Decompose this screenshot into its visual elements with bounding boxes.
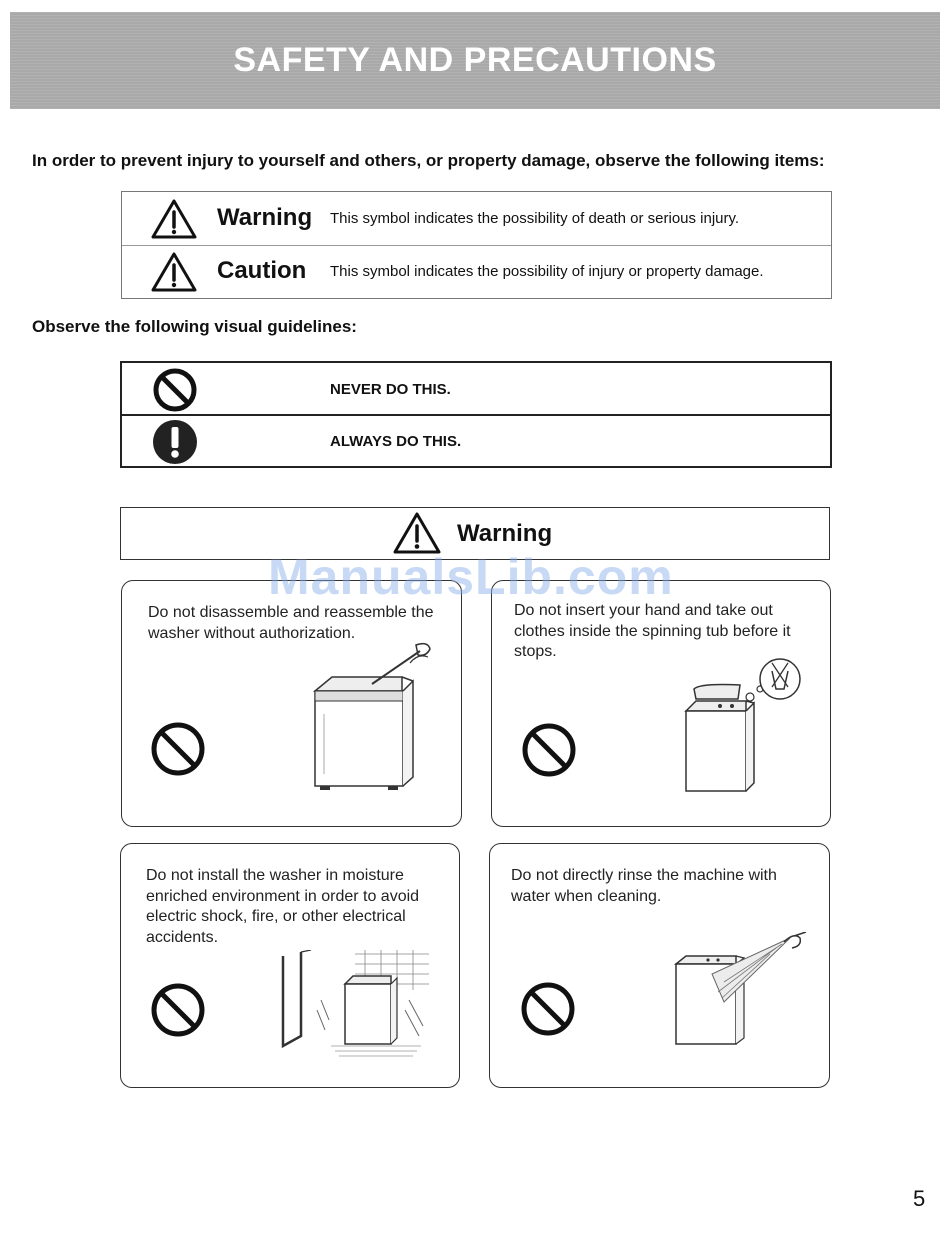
mandatory-icon (152, 419, 198, 465)
guideline-row-never (122, 363, 830, 416)
warning-card-spinning-tub (491, 580, 831, 827)
symbol-row-caution (122, 245, 831, 298)
caution-label: Caution (217, 257, 307, 284)
prohibited-icon (520, 981, 576, 1037)
washer-bathroom-illustration (281, 950, 431, 1062)
prohibited-icon (152, 367, 198, 413)
caution-description: This symbol indicates the possibility of injury or property damage. (330, 263, 764, 280)
always-label: ALWAYS DO THIS. (330, 433, 462, 450)
warning-description: This symbol indicates the possibility of death or serious injury. (330, 210, 740, 227)
symbol-legend-table (121, 191, 832, 299)
washer-screwdriver-illustration (310, 639, 435, 791)
intro-text: In order to prevent injury to yourself and others, or property damage, observe the following items: (32, 151, 825, 170)
prohibited-icon (150, 721, 206, 777)
visual-guidelines-table (120, 361, 832, 468)
prohibited-icon (150, 982, 206, 1038)
warning-card-moisture (120, 843, 460, 1088)
guideline-row-always (122, 415, 830, 466)
card-text: Do not disassemble and reassemble the washer without authorization. (148, 604, 434, 642)
guidelines-heading: Observe the following visual guidelines: (32, 317, 357, 336)
washer-water-spray-illustration (672, 932, 807, 1052)
header-banner (10, 12, 940, 109)
warning-card-rinse (489, 843, 830, 1088)
symbol-row-warning (122, 192, 831, 246)
card-text: Do not insert your hand and take out clothes inside the spinning tub before it stops. (514, 602, 791, 660)
warning-card-disassemble (121, 580, 462, 827)
page-title: SAFETY AND PRECAUTIONS (233, 41, 717, 79)
page-number: 5 (913, 1186, 926, 1211)
prohibited-icon (521, 722, 577, 778)
warning-label: Warning (217, 204, 313, 231)
watermark: ManualsLib.com (268, 549, 674, 605)
card-text: Do not install the washer in moisture enriched environment in order to avoid electric shock, fire, or other electrical accidents. (146, 867, 420, 946)
warning-section-title: Warning (457, 520, 553, 547)
card-text: Do not directly rinse the machine with water when cleaning. (511, 867, 777, 905)
warning-triangle-icon (150, 198, 198, 240)
never-label: NEVER DO THIS. (330, 381, 451, 398)
washer-hand-illustration (680, 653, 805, 795)
warning-triangle-icon (150, 251, 198, 293)
